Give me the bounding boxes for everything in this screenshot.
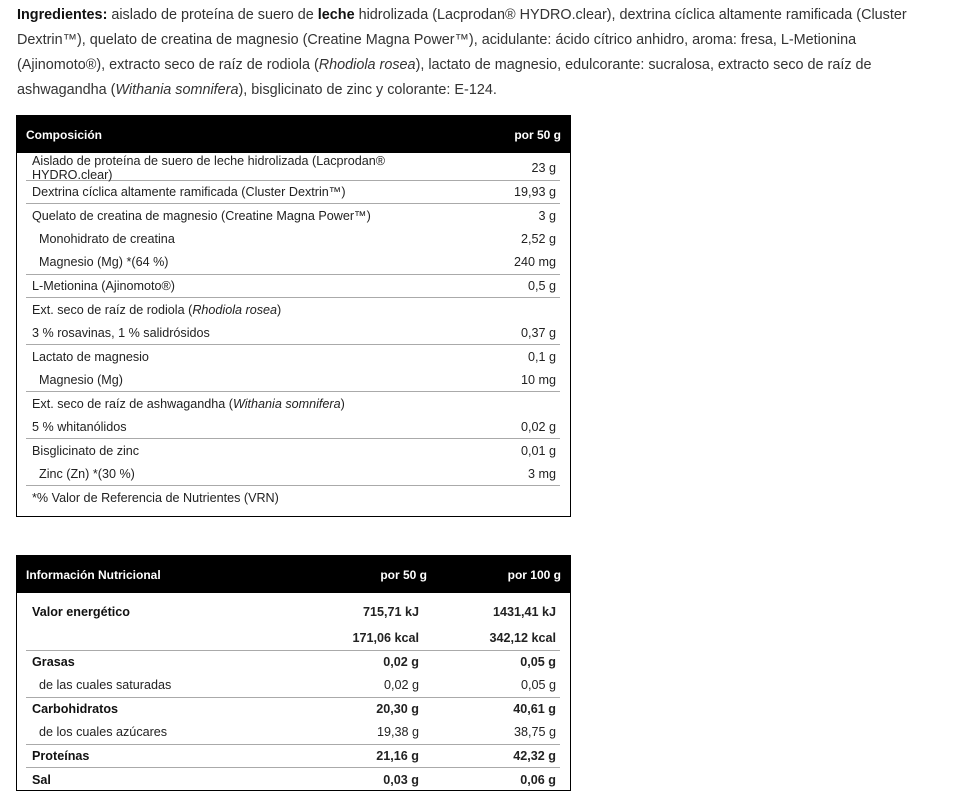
table-row <box>26 204 560 228</box>
row-name: Lactato de magnesio <box>32 349 149 364</box>
row-value-100g: 1431,41 kJ <box>492 605 556 619</box>
composition-table <box>16 115 571 517</box>
row-value-100g: 0,06 g <box>520 772 556 787</box>
row-name-latin: Rhodiola rosea <box>192 302 278 317</box>
table-row <box>26 275 560 299</box>
row-name: de los cuales azúcares <box>39 725 168 740</box>
row-name: Zinc (Zn) *(30 %) <box>39 466 135 481</box>
row-value: 10 mg <box>520 372 556 387</box>
row-name: Monohidrato de creatina <box>39 232 175 247</box>
row-value-100g: 0,05 g <box>520 655 556 670</box>
table-row <box>26 369 560 393</box>
composition-table-header <box>17 116 570 153</box>
row-value-50g: 0,02 g <box>383 678 419 693</box>
row-value-50g: 171,06 kcal <box>352 631 419 646</box>
nutrition-table-body <box>17 593 570 792</box>
row-value-50g: 715,71 kJ <box>362 605 419 619</box>
ingredients-label: Ingredientes: <box>17 7 108 23</box>
row-value-100g: 42,32 g <box>513 748 556 763</box>
table-row <box>26 674 560 698</box>
row-value-50g: 21,16 g <box>376 748 419 763</box>
row-value-100g: 40,61 g <box>513 702 556 717</box>
table-row <box>26 745 560 769</box>
table-row <box>26 181 560 205</box>
row-name: Dextrina cíclica altamente ramificada (Cluster Dextrin™) <box>32 184 346 199</box>
row-name: Proteínas <box>32 748 90 763</box>
table-row <box>26 228 560 252</box>
table-row <box>26 416 560 440</box>
composition-header-name: Composición <box>26 127 103 142</box>
row-value-50g: 0,03 g <box>383 772 419 787</box>
row-value: 0,01 g <box>520 443 556 458</box>
table-row <box>26 463 560 487</box>
row-value: 0,1 g <box>527 349 556 364</box>
row-name: Carbohidratos <box>32 702 119 717</box>
row-name: de las cuales saturadas <box>39 678 172 693</box>
table-row <box>26 721 560 745</box>
nutrition-table <box>16 555 571 791</box>
ingredients-text: hidrolizada (Lacprodan® HYDRO.clear), dextrina cíclica altamente ramificada (Cluster Dextrin™), quelato de creatina de magnesio (Creatine Magna Power™), acidulante: ácido cítrico anhidro, aroma: fresa, L-Metionina (Ajinomoto®), extracto seco de raíz de rodiola ( <box>17 7 907 73</box>
row-name-text: Ext. seco de raíz de ashwagandha ( <box>32 396 233 411</box>
row-value: 2,52 g <box>520 232 556 247</box>
table-row <box>26 651 560 675</box>
row-value-100g: 0,05 g <box>520 678 556 693</box>
row-name: Bisglicinato de zinc <box>32 443 140 458</box>
row-value-100g: 38,75 g <box>513 725 556 740</box>
row-value-50g: 0,02 g <box>383 655 419 670</box>
row-name-text: ) <box>277 302 282 317</box>
ingredient-latin-name: Withania somnifera <box>115 82 239 98</box>
allergen-leche: leche <box>317 7 355 23</box>
row-name <box>26 303 440 317</box>
composition-header-column: por 50 g <box>514 127 561 142</box>
table-row <box>26 345 560 369</box>
row-name-latin: Withania somnifera <box>232 396 341 411</box>
table-footnote <box>26 486 560 510</box>
row-name: L-Metionina (Ajinomoto®) <box>32 278 175 293</box>
row-value: 3 g <box>538 208 556 223</box>
table-row <box>26 439 560 463</box>
table-row <box>26 698 560 722</box>
row-name-text: ) <box>340 396 345 411</box>
table-row <box>26 768 560 792</box>
table-row <box>26 392 560 416</box>
row-value-50g: 20,30 g <box>376 702 419 717</box>
row-name: 3 % rosavinas, 1 % salidrósidos <box>32 325 210 340</box>
row-name <box>26 397 440 411</box>
row-name: Sal <box>32 772 51 787</box>
row-value: 19,93 g <box>513 184 556 199</box>
row-value: 0,5 g <box>527 278 556 293</box>
row-value-50g: 19,38 g <box>376 725 419 740</box>
table-row <box>26 627 560 651</box>
row-value: 23 g <box>531 161 556 176</box>
table-row <box>26 597 560 627</box>
row-name-text: Ext. seco de raíz de rodiola ( <box>32 302 193 317</box>
composition-table-body <box>17 153 570 510</box>
row-name: Quelato de creatina de magnesio (Creatine Magna Power™) <box>32 208 371 223</box>
row-name: Magnesio (Mg) *(64 %) <box>39 255 169 270</box>
row-value: 0,37 g <box>520 325 556 340</box>
footnote-text: *% Valor de Referencia de Nutrientes (VRN) <box>32 490 279 505</box>
ingredients-text: ), lactato de magnesio, edulcorante: sucralosa, extracto seco de raíz de ashwagandha ( <box>17 57 872 98</box>
ingredients-text: aislado de proteína de suero de <box>107 7 318 23</box>
row-value: 0,02 g <box>520 419 556 434</box>
row-name: 5 % whitanólidos <box>32 419 127 434</box>
row-name: Aislado de proteína de suero de leche hidrolizada (Lacprodan® HYDRO.clear) <box>32 154 386 183</box>
table-row <box>26 322 560 346</box>
ingredients-text: ), bisglicinato de zinc y colorante: E-124. <box>238 82 497 98</box>
ingredient-latin-name: Rhodiola rosea <box>318 57 416 73</box>
row-name: Valor energético <box>32 605 130 619</box>
nutrition-table-header <box>17 556 570 593</box>
row-value: 3 mg <box>528 466 556 481</box>
row-value-100g: 342,12 kcal <box>489 631 556 646</box>
table-row <box>26 298 560 322</box>
table-row <box>26 251 560 275</box>
nutrition-header-column-100g: por 100 g <box>507 567 561 582</box>
ingredients-paragraph <box>17 3 942 103</box>
table-row <box>26 154 560 183</box>
row-value: 240 mg <box>513 255 556 270</box>
nutrition-header-name: Información Nutricional <box>26 567 161 582</box>
nutrition-header-column-50g: por 50 g <box>380 567 427 582</box>
row-name: Grasas <box>32 655 75 670</box>
row-name: Magnesio (Mg) <box>39 372 123 387</box>
